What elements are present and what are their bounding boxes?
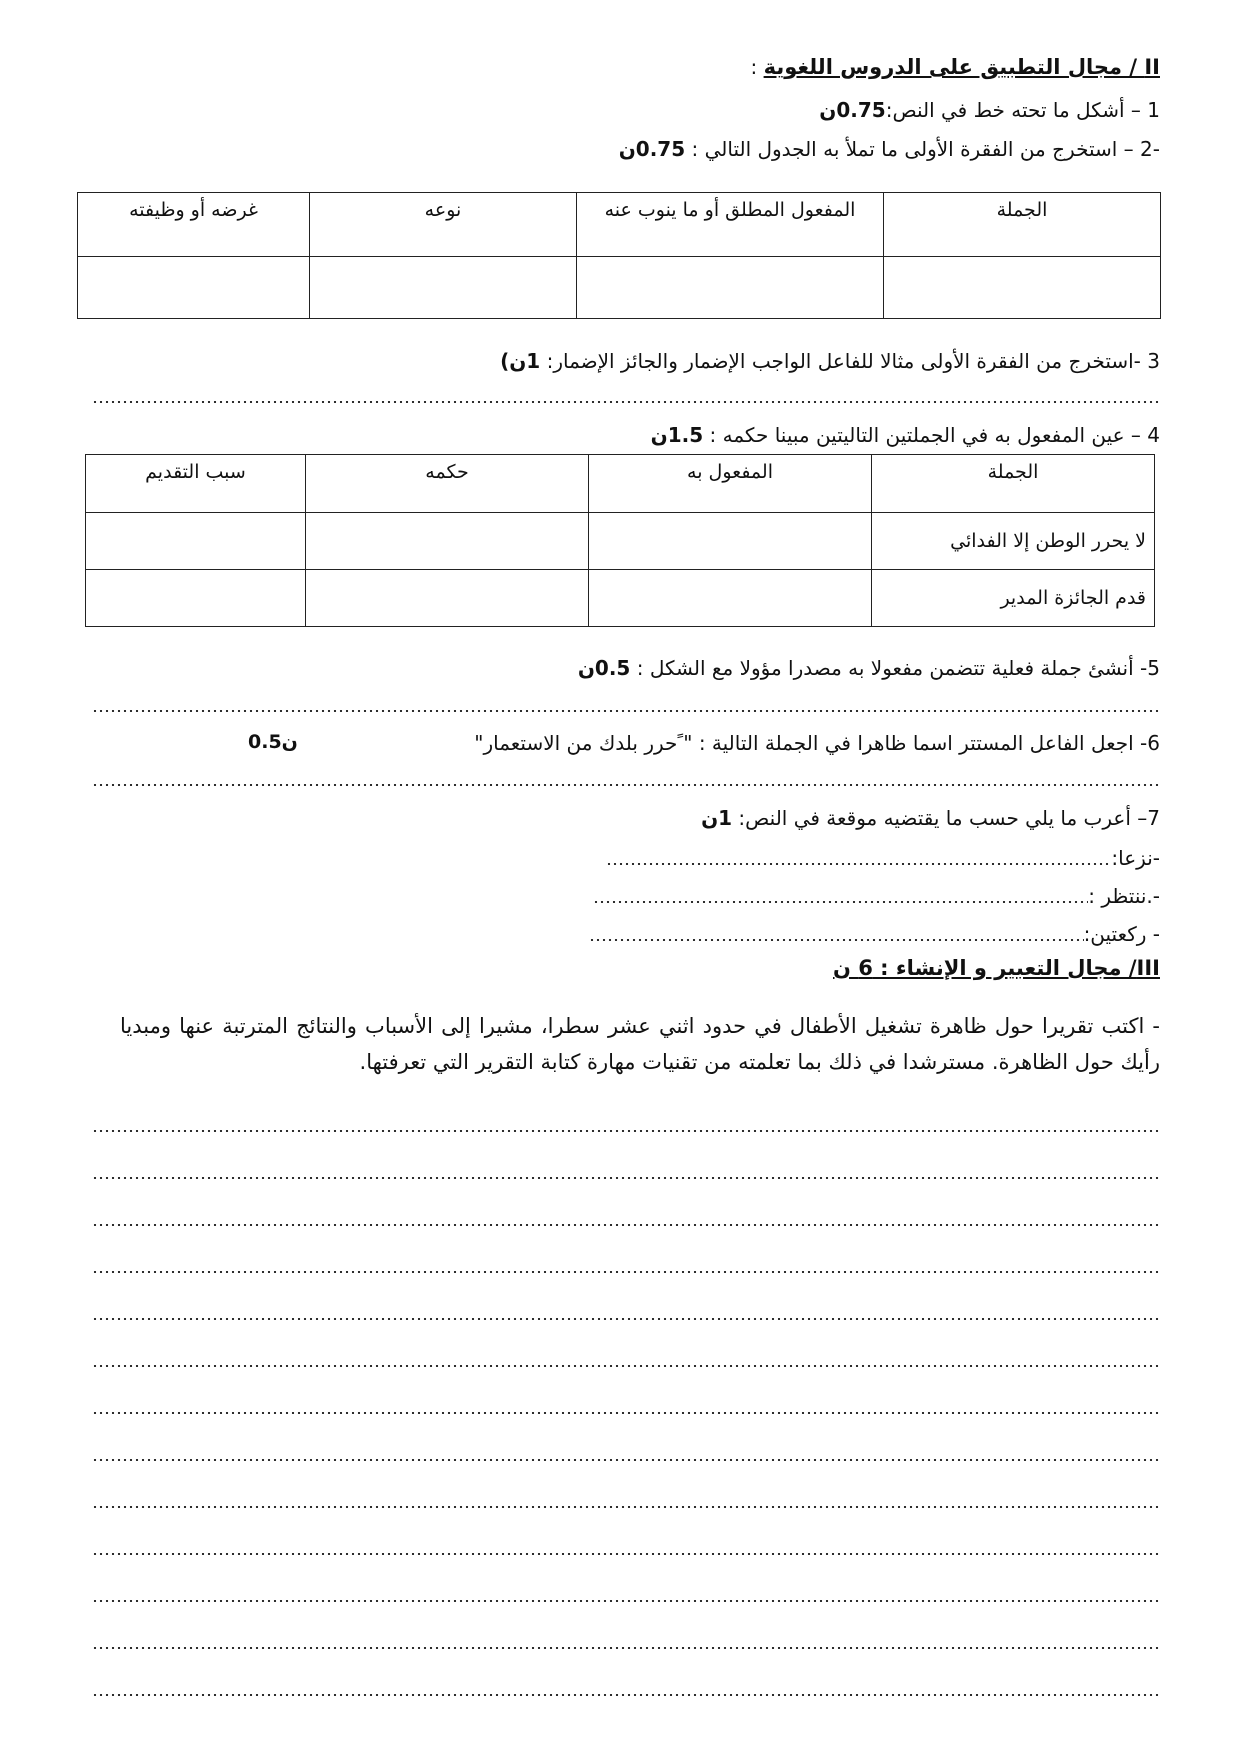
table2-answer-cell[interactable] [86, 513, 306, 570]
table1-header-purpose: غرضه أو وظيفته [78, 193, 310, 257]
essay-line[interactable] [92, 1365, 1160, 1367]
table2-header-reason: سبب التقديم [86, 455, 306, 513]
essay-line[interactable] [92, 1318, 1160, 1320]
table2-sentence-2: قدم الجائزة المدير [872, 570, 1155, 627]
table-absolute-object [77, 192, 1161, 319]
table1-header-object: المفعول المطلق أو ما ينوب عنه [577, 193, 884, 257]
table1-answer-cell[interactable] [884, 257, 1161, 319]
question-5-text: 5- أنشئ جملة فعلية تتضمن مفعولا به مصدرا مؤولا مع الشكل : [630, 656, 1160, 680]
question-7 [701, 805, 1160, 831]
q7-item-label: -نزعا: [1111, 846, 1160, 870]
question-1 [819, 97, 1160, 123]
question-7-item-3 [589, 921, 1160, 947]
table1-answer-cell[interactable] [310, 257, 577, 319]
table2-header-object: المفعول به [589, 455, 872, 513]
question-3-score: 1ن) [500, 349, 541, 373]
table2-answer-cell[interactable] [306, 513, 589, 570]
question-3 [500, 348, 1160, 374]
q7-item-answer[interactable] [593, 901, 1088, 903]
section3-heading: III/ مجال التعبير و الإنشاء : 6 ن [833, 956, 1160, 980]
essay-line[interactable] [92, 1177, 1160, 1179]
question-6 [474, 730, 1160, 756]
question-6-text: 6- اجعل الفاعل المستتر اسما ظاهرا في الجملة التالية : " ًحرر بلدك من الاستعمار" [474, 731, 1160, 755]
essay-line[interactable] [92, 1647, 1160, 1649]
q7-item-label: -.ننتظر : [1088, 884, 1160, 908]
essay-prompt: - اكتب تقريرا حول ظاهرة تشغيل الأطفال في حدود اثني عشر سطرا، مشيرا إلى الأسباب والنتائج المترتبة عنها ومبديا رأيك حول الظاهرة. مسترشدا في ذلك بما تعلمته من تقنيات مهارة كتابة التقرير التي تعرفتها. [120, 1014, 1160, 1074]
section3-heading-line [833, 955, 1160, 981]
question-7-item-2 [593, 883, 1160, 909]
question-1-score: 0.75ن [819, 98, 886, 122]
question-2-score: 0.75ن [618, 137, 686, 161]
essay-line[interactable] [92, 1224, 1160, 1226]
table1-header-sentence: الجملة [884, 193, 1161, 257]
question-2 [619, 136, 1160, 162]
question-2-text: -2 – استخرج من الفقرة الأولى ما تملأ به الجدول التالي : [685, 137, 1160, 161]
table2-answer-cell[interactable] [86, 570, 306, 627]
table1-answer-cell[interactable] [577, 257, 884, 319]
table2-header-ruling: حكمه [306, 455, 589, 513]
table1-answer-cell[interactable] [78, 257, 310, 319]
question-4 [651, 422, 1160, 448]
question-4-score: 1.5ن [650, 423, 704, 447]
essay-line[interactable] [92, 1694, 1160, 1696]
essay-line[interactable] [92, 1553, 1160, 1555]
question-7-text: 7– أعرب ما يلي حسب ما يقتضيه موقعة في النص: [732, 806, 1160, 830]
table2-sentence-1: لا يحرر الوطن إلا الفدائي [872, 513, 1155, 570]
essay-line[interactable] [92, 1459, 1160, 1461]
question-5 [578, 655, 1160, 681]
question-3-text: 3 -استخرج من الفقرة الأولى مثالا للفاعل الواجب الإضمار والجائز الإضمار: [540, 349, 1160, 373]
question-5-score: 0.5ن [577, 656, 631, 680]
table2-answer-cell[interactable] [306, 570, 589, 627]
essay-line[interactable] [92, 1412, 1160, 1414]
section2-heading-line [750, 54, 1160, 80]
section2-heading: II / مجال التطبيق على الدروس اللغوية [763, 55, 1160, 79]
table2-answer-cell[interactable] [589, 570, 872, 627]
table2-answer-cell[interactable] [589, 513, 872, 570]
essay-line[interactable] [92, 1600, 1160, 1602]
question-7-item-1 [606, 845, 1160, 871]
question-1-text: 1 – أشكل ما تحته خط في النص: [885, 98, 1160, 122]
question-4-text: 4 – عين المفعول به في الجملتين التاليتين مبينا حكمه : [703, 423, 1160, 447]
answer-line-q5[interactable] [92, 710, 1160, 712]
question-7-score: 1ن [701, 806, 733, 830]
q7-item-answer[interactable] [589, 939, 1084, 941]
table-object-word-order [85, 454, 1155, 627]
section2-heading-suffix: : [750, 55, 764, 79]
essay-line[interactable] [92, 1506, 1160, 1508]
q7-item-answer[interactable] [606, 863, 1111, 865]
essay-line[interactable] [92, 1271, 1160, 1273]
table2-header-sentence: الجملة [872, 455, 1155, 513]
question-6-score: 0.5ن [248, 731, 298, 753]
answer-line-q6[interactable] [92, 784, 1160, 786]
answer-line-q3[interactable] [92, 401, 1160, 403]
table1-header-type: نوعه [310, 193, 577, 257]
q7-item-label: - ركعتين: [1083, 922, 1160, 946]
essay-line[interactable] [92, 1130, 1160, 1132]
